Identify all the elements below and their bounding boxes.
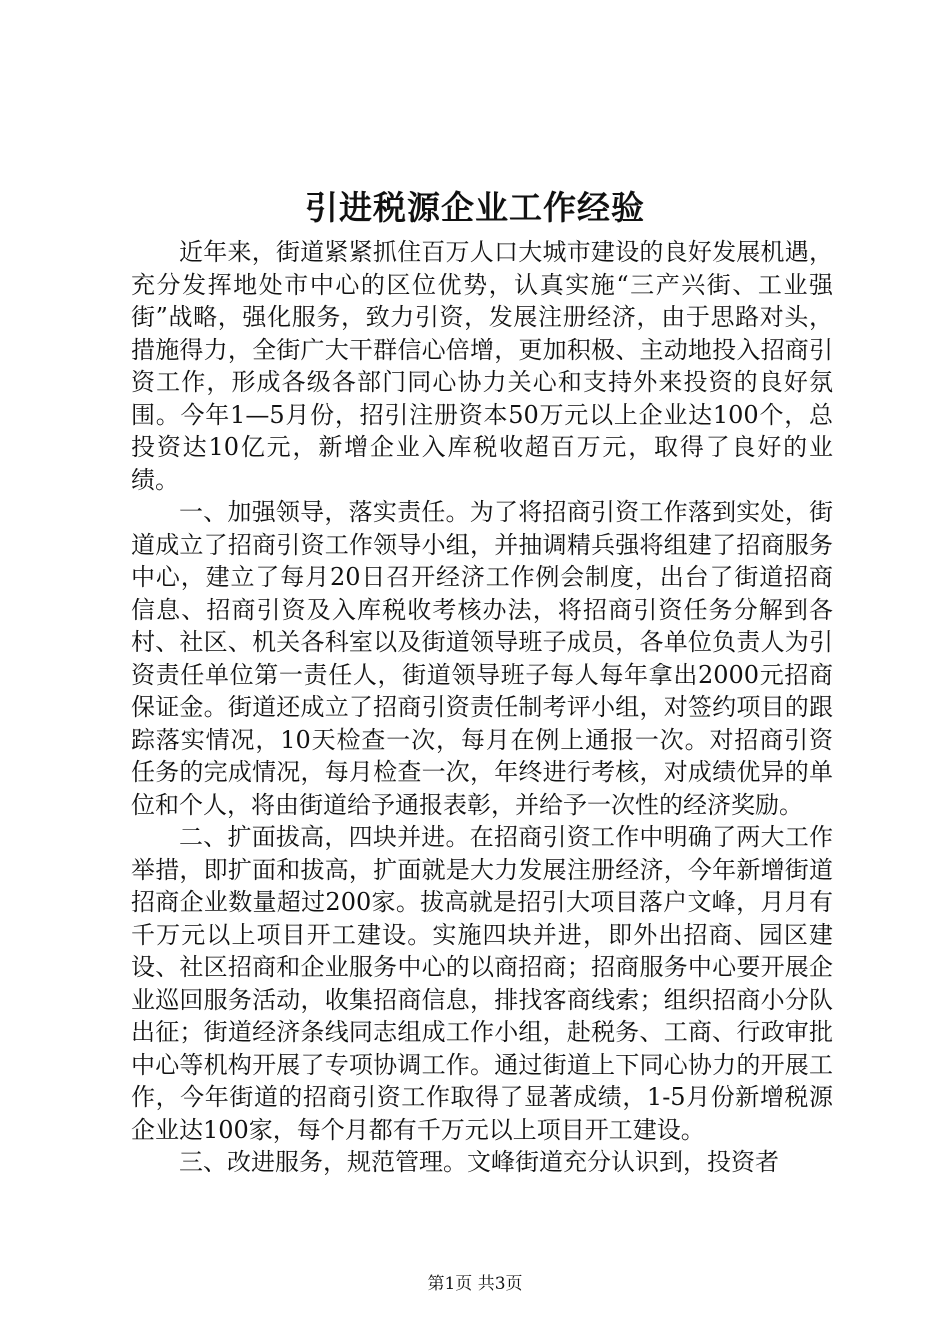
paragraph-intro: 近年来，街道紧紧抓住百万人口大城市建设的良好发展机遇，充分发挥地处市中心的区位优势，认真实施“三产兴街、工业强街”战略，强化服务，致力引资，发展注册经济，由于思路对头，措施得力，全街广大干群信心倍增，更加积极、主动地投入招商引资工作，形成各级各部门同心协力关心和支持外来投资的良好氛围。今年1—5月份，招引注册资本50万元以上企业达100个，总投资达10亿元，新增企业入库税收超百万元，取得了良好的业绩。 (131, 238, 833, 494)
document-body (131, 236, 833, 1179)
paragraph-section-1: 一、加强领导，落实责任。为了将招商引资工作落到实处，街道成立了招商引资工作领导小组，并抽调精兵强将组建了招商服务中心，建立了每月20日召开经济工作例会制度，出台了街道招商信息、招商引资及入库税收考核办法，将招商引资任务分解到各村、社区、机关各科室以及街道领导班子成员，各单位负责人为引资责任单位第一责任人，街道领导班子每人每年拿出2000元招商保证金。街道还成立了招商引资责任制考评小组，对签约项目的跟踪落实情况，10天检查一次，每月在例上通报一次。对招商引资任务的完成情况，每月检查一次，年终进行考核，对成绩优异的单位和个人，将由街道给予通报表彰，并给予一次性的经济奖励。 (131, 498, 833, 819)
document-title: 引进税源企业工作经验 (305, 188, 645, 227)
paragraph-section-3: 三、改进服务，规范管理。文峰街道充分认识到，投资者 (179, 1148, 779, 1176)
page-number-footer: 第1页 共3页 (427, 1274, 523, 1294)
paragraph-section-2: 二、扩面拔高，四块并进。在招商引资工作中明确了两大工作举措，即扩面和拔高，扩面就是大力发展注册经济，今年新增街道招商企业数量超过200家。拔高就是招引大项目落户文峰，月月有千万元以上项目开工建设。实施四块并进，即外出招商、园区建设、社区招商和企业服务中心的以商招商；招商服务中心要开展企业巡回服务活动，收集招商信息，排找客商线索；组织招商小分队出征；街道经济条线同志组成工作小组，赴税务、工商、行政审批中心等机构开展了专项协调工作。通过街道上下同心协力的开展工作，今年街道的招商引资工作取得了显著成绩，1-5月份新增税源企业达100家，每个月都有千万元以上项目开工建设。 (131, 823, 833, 1144)
